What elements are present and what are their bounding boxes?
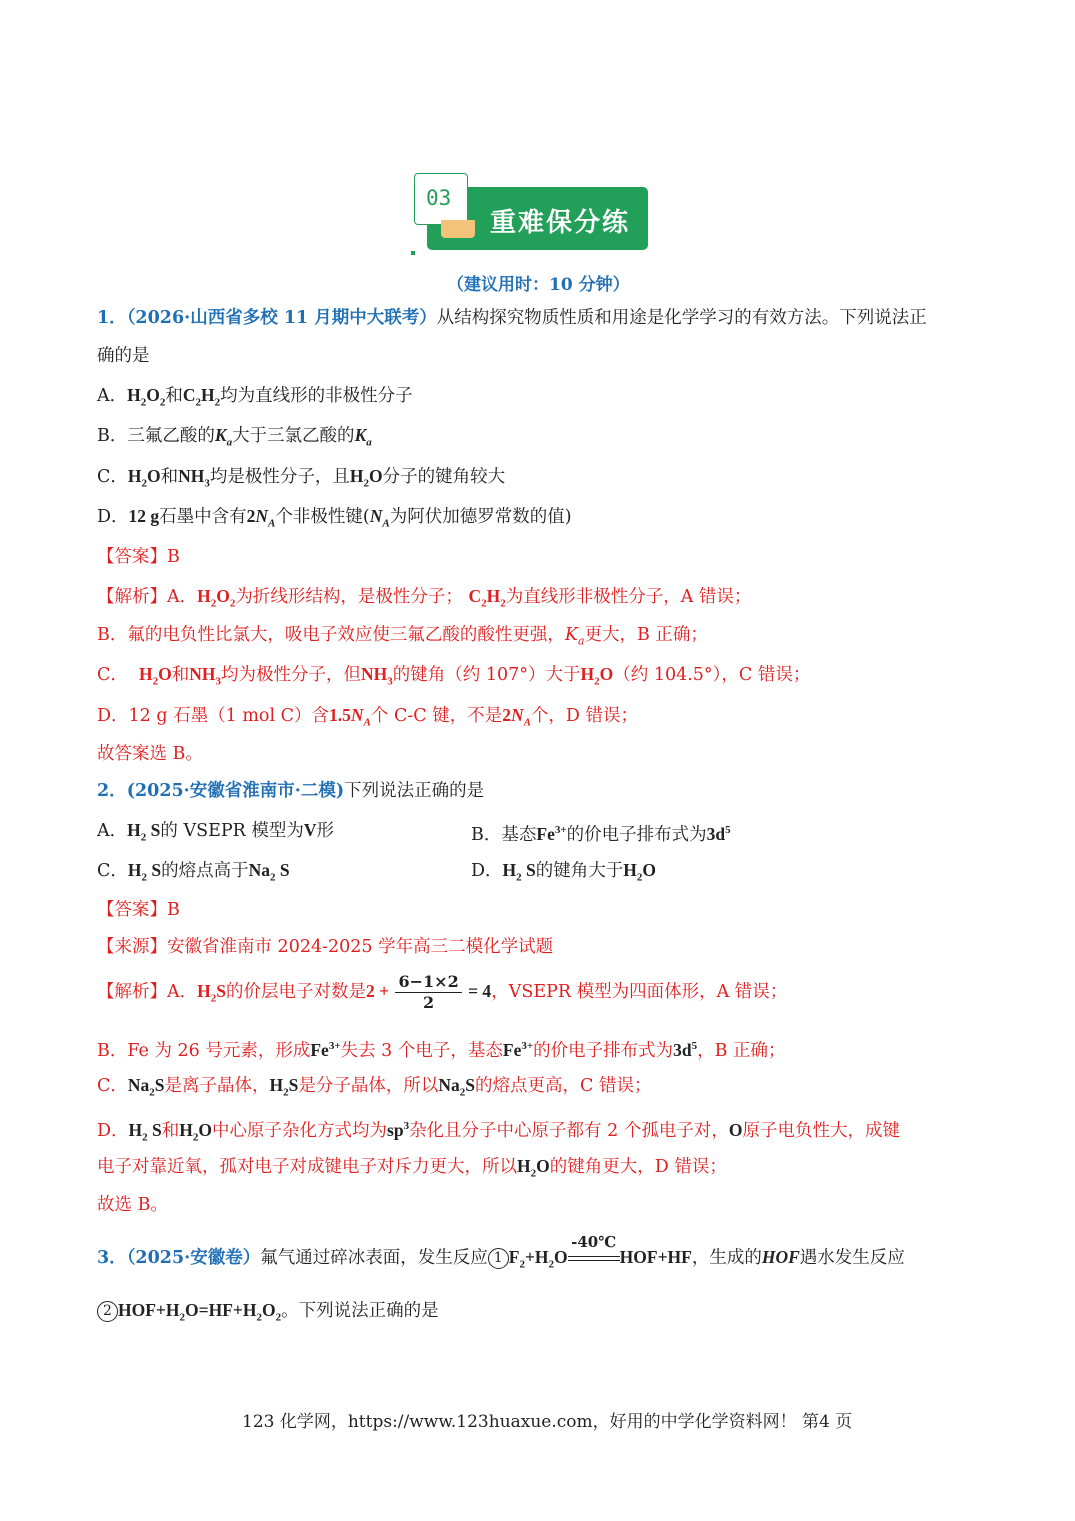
q2-stem: 2．(2025·安徽省淮南市·二模)下列说法正确的是 — [97, 781, 485, 801]
section-number: 03 — [426, 186, 452, 210]
q2-answer: 【答案】B — [97, 900, 180, 920]
section-title: 重难保分练 — [490, 208, 631, 238]
q1-stem: 1．（2026·山西省多校 11 月期中大联考）从结构探究物质性质和用途是化学学习的有效方法。下列说法正 — [97, 308, 927, 328]
circled-number-1: 1 — [488, 1248, 509, 1269]
q2-explanation-d-cont: 电子对靠近氧，孤对电子对成键电子对斥力更大，所以$H_2O$的键角更大，D 错误； — [97, 1156, 727, 1180]
page-footer: 123 化学网，https://www.123huaxue.com，好用的中学化学资料网！ 第4 页 — [242, 1412, 853, 1432]
section-tab-decoration — [441, 220, 475, 238]
q3-stem-cont: 2 $HOF+H_2O=HF+H_2O_2$。下列说法正确的是 — [97, 1298, 439, 1330]
reaction-arrow: -40℃ — [568, 1256, 620, 1261]
q1-explanation-b: B．氟的电负性比氯大，吸电子效应使三氟乙酸的酸性更强，$K_a$更大，B 正确； — [97, 625, 708, 648]
q2-option-a: A．$H_2$ S的 VSEPR 模型为V形 — [97, 820, 334, 844]
q1-conclusion: 故答案选 B。 — [97, 744, 203, 764]
q2-explanation-a: 【解析】A．$H_2S$的价层电子对数是2 + $\frac{6-1\times 2}{2}$ = 4，VSEPR 模型为四面体形，A 错误； — [97, 972, 788, 1012]
q1-explanation-d: D．12 g 石墨（1 mol C）含$1.5N_A$个 C-C 键，不是$2N_A$个，D 错误； — [97, 705, 639, 729]
circled-number-2: 2 — [97, 1301, 118, 1322]
suggested-time: （建议用时：10 分钟） — [447, 275, 630, 295]
q1-option-c: C．$H_2O$和$NH_3$均是极性分子，且$H_2O$分子的键角较大 — [97, 466, 506, 490]
q3-stem: 3．（2025·安徽卷）氟气通过碎冰表面，发生反应 1 $F_2+H_2O$ -40℃ HOF+HF，生成的HOF遇水发生反应 — [97, 1233, 905, 1271]
q1-option-d: D．12 g石墨中含有$2N_A$个非极性键($N_A$为阿伏加德罗常数的值) — [97, 506, 572, 530]
q2-conclusion: 故选 B。 — [97, 1195, 168, 1215]
q2-option-b: B．基态$Fe^{3+}$的价电子排布式为$3d^5$ — [471, 823, 731, 845]
q2-option-c: C．$H_2$ S的熔点高于$Na_2$ S — [97, 860, 290, 884]
q2-option-d: D．$H_2$ S的键角大于$H_2O$ — [471, 860, 657, 884]
q1-explanation-a: 【解析】A．$H_2O_2$为折线形结构，是极性分子； $C_2H_2$为直线形非极性分子，A 错误； — [97, 586, 752, 610]
q2-source: 【来源】安徽省淮南市 2024-2025 学年高三二模化学试题 — [97, 937, 554, 957]
q1-option-a: A．$H_2O_2$和$C_2H_2$均为直线形的非极性分子 — [97, 385, 413, 409]
q2-explanation-c: C．$Na_2S$是离子晶体，$H_2S$是分子晶体，所以$Na_2S$的熔点更高，C 错误； — [97, 1075, 652, 1099]
decorative-dot — [411, 251, 415, 255]
q2-explanation-b: B．Fe 为 26 号元素，形成$Fe^{3+}$失去 3 个电子，基态$Fe^{3+}$的价电子排布式为$3d^5$，B 正确； — [97, 1039, 786, 1061]
q1-explanation-c: C． $H_2O$和$NH_3$均为极性分子，但$NH_3$的键角（约 107°）大于$H_2O$（约 104.5°），C 错误； — [97, 664, 811, 688]
q1-answer: 【答案】B — [97, 547, 180, 567]
q1-option-b: B．三氟乙酸的$K_a$大于三氯乙酸的$K_a$ — [97, 425, 372, 449]
q2-explanation-d: D．$H_2$ S和$H_2O$中心原子杂化方式均为$sp^3$杂化且分子中心原子都有 2 个孤电子对，O原子电负性大，成键 — [97, 1119, 900, 1144]
q1-stem-cont: 确的是 — [97, 346, 150, 366]
